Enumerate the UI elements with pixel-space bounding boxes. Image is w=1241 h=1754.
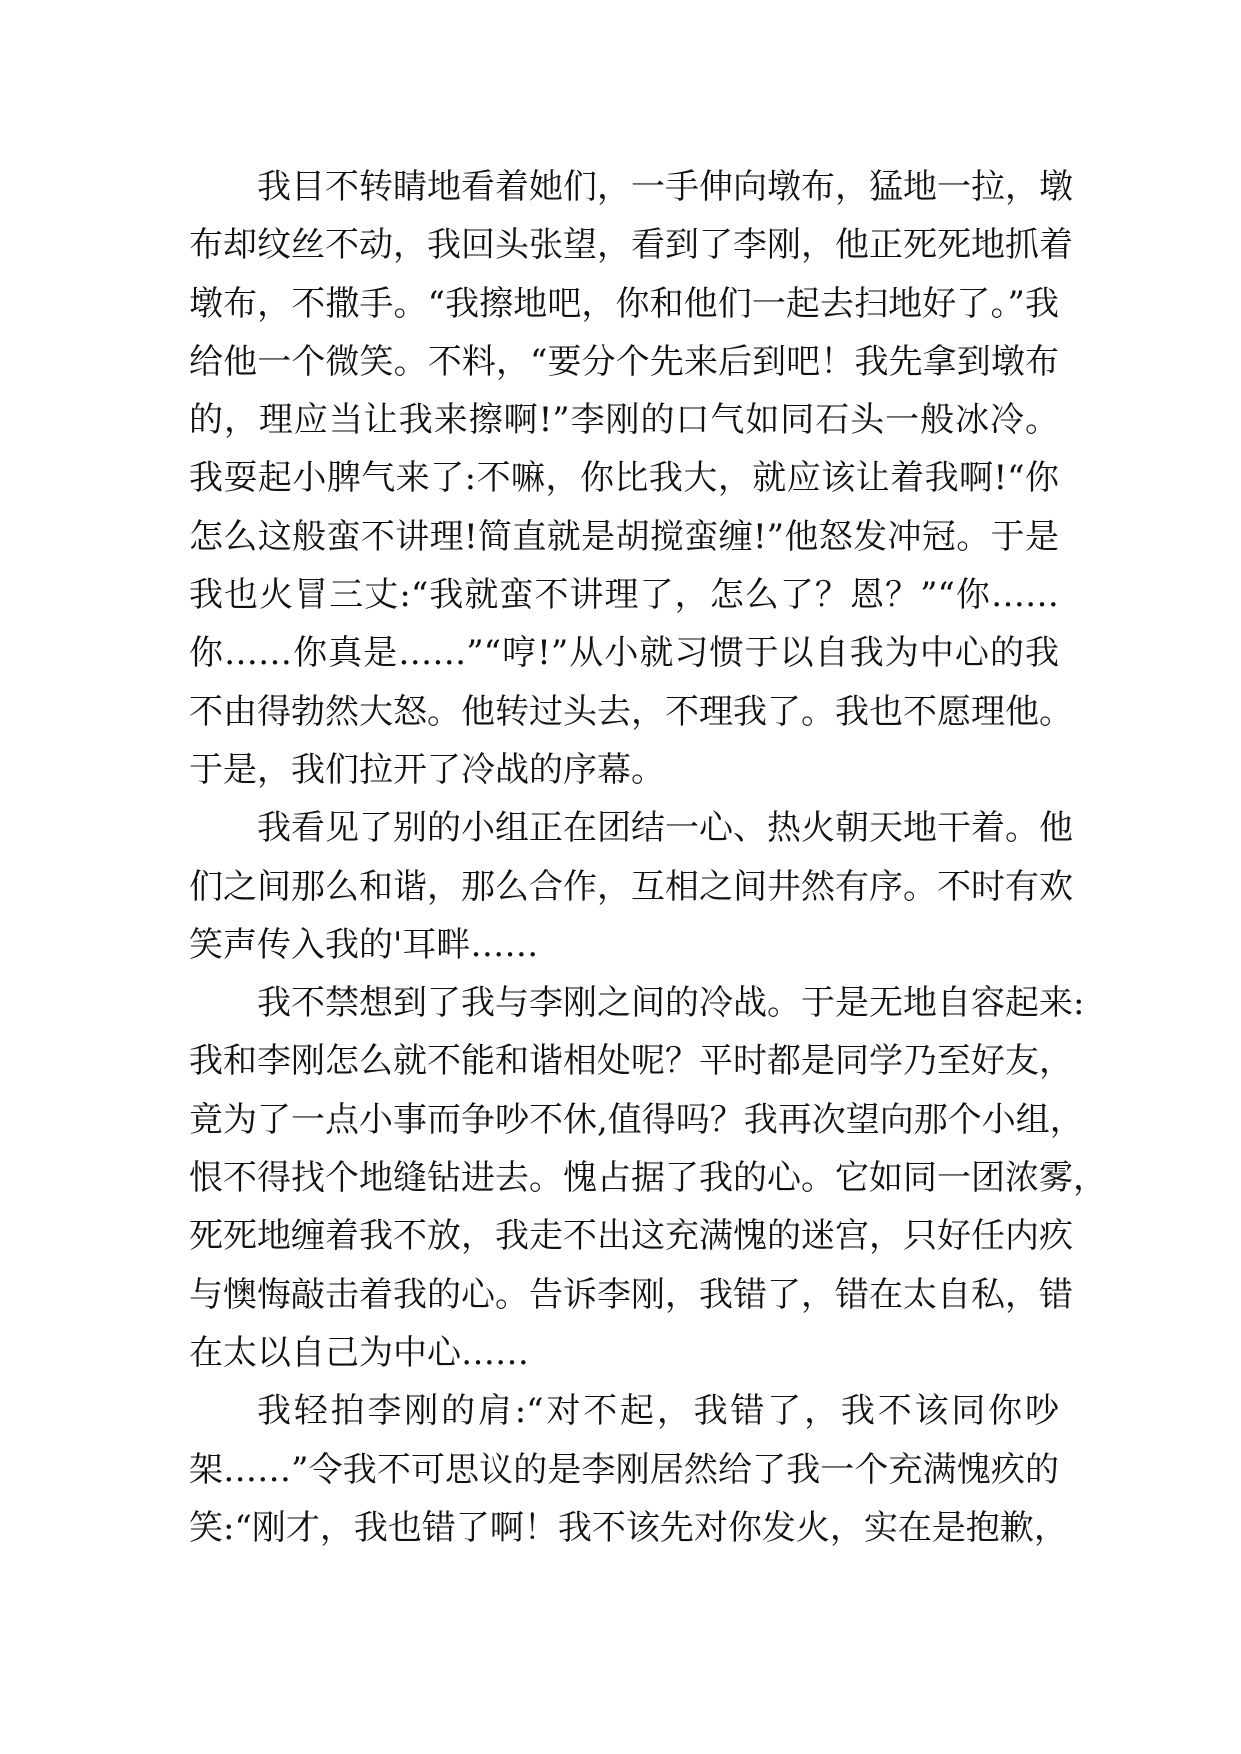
text-line: 竟为了一点小事而争吵不休,值得吗？我再次望向那个小组， [189, 1099, 1084, 1140]
paragraph [189, 799, 1073, 974]
text-line: 于是，我们拉开了冷战的序幕。 [189, 749, 665, 790]
text-line: 死死地缠着我不放，我走不出这充满愧的迷宫，只好任内疚 [189, 1216, 1073, 1257]
text-line: 我也火冒三丈:“我就蛮不讲理了，怎么了？恩？”“你…… [189, 575, 1059, 616]
text-line: 的，理应当让我来擦啊!”李刚的口气如同石头一般冰冷。 [189, 400, 1059, 441]
text-line: 给他一个微笑。不料，“要分个先来后到吧！我先拿到墩布 [189, 341, 1059, 382]
text-line: 不由得勃然大怒。他转过头去，不理我了。我也不愿理他。 [189, 691, 1073, 732]
text-line: 恨不得找个地缝钻进去。愧占据了我的心。它如同一团浓雾， [189, 1158, 1107, 1199]
text-line: 与懊悔敲击着我的心。告诉李刚，我错了，错在太自私，错 [189, 1274, 1073, 1315]
text-line: 我耍起小脾气来了:不嘛，你比我大，就应该让着我啊!“你 [189, 458, 1059, 499]
text-line: 我目不转睛地看着她们，一手伸向墩布，猛地一拉，墩 [257, 167, 1073, 207]
text-line: 们之间那么和谐，那么合作，互相之间井然有序。不时有欢 [189, 866, 1073, 907]
text-line: 怎么这般蛮不讲理!简直就是胡搅蛮缠!”他怒发冲冠。于是 [189, 516, 1059, 557]
text-line: 笑:“刚才，我也错了啊！我不该先对你发火，实在是抱歉， [189, 1507, 1068, 1548]
paragraph [189, 974, 1107, 1382]
paragraph [189, 158, 1073, 799]
document-body [189, 158, 1107, 1557]
text-line: 布却纹丝不动，我回头张望，看到了李刚，他正死死地抓着 [189, 225, 1073, 266]
text-line: 我和李刚怎么就不能和谐相处呢？平时都是同学乃至好友， [189, 1041, 1073, 1082]
text-line: 在太以自己为中心…… [189, 1332, 529, 1373]
text-line: 我看见了别的小组正在团结一心、热火朝天地干着。他 [257, 808, 1073, 849]
paragraph [189, 1382, 1068, 1557]
text-line: 笑声传入我的'耳畔…… [189, 924, 539, 965]
text-line: 架……”令我不可思议的是李刚居然给了我一个充满愧疚的 [189, 1449, 1059, 1490]
text-line: 我轻拍李刚的肩:“对不起，我错了，我不该同你吵 [257, 1391, 1059, 1432]
text-line: 我不禁想到了我与李刚之间的冷战。于是无地自容起来: [257, 983, 1085, 1024]
text-line: 你……你真是……”“哼!”从小就习惯于以自我为中心的我 [189, 633, 1059, 674]
text-line: 墩布，不撒手。“我擦地吧，你和他们一起去扫地好了。”我 [189, 283, 1059, 324]
